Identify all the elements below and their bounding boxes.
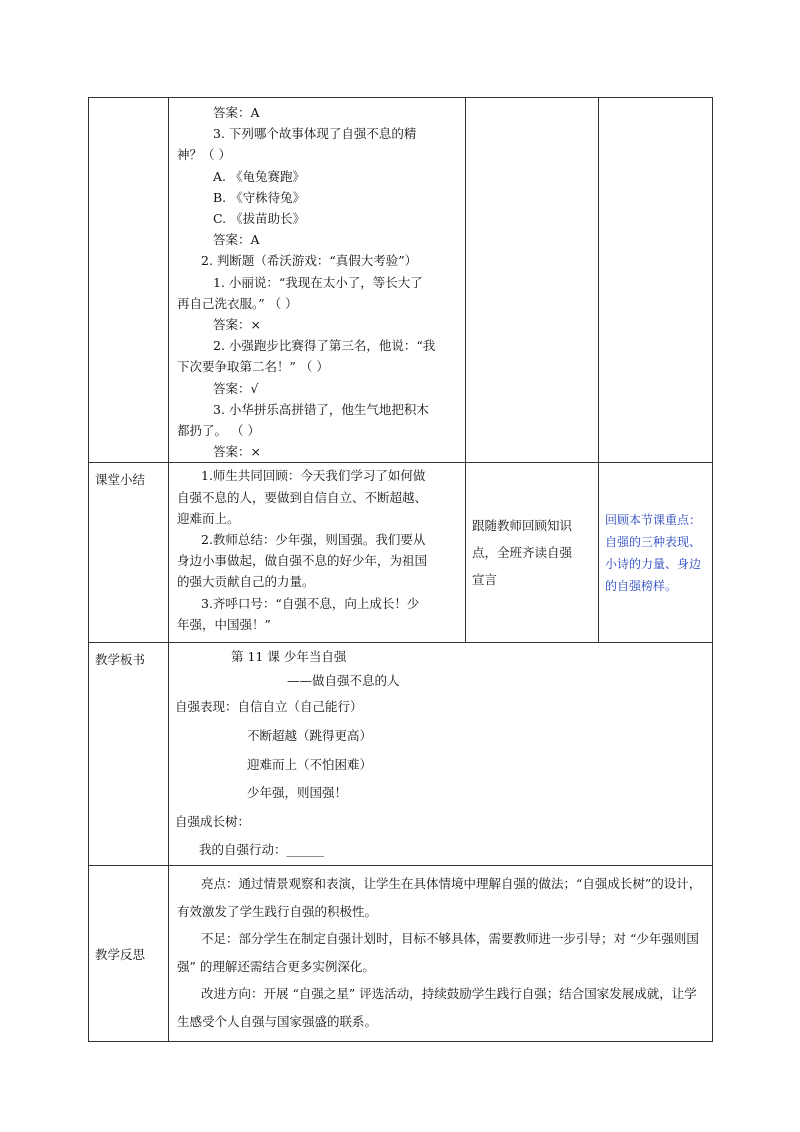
quiz-label-cell: [89, 98, 169, 463]
summary-line: 迎难而上。: [177, 510, 240, 526]
quiz-line: 3. 下列哪个故事体现了自强不息的精: [213, 126, 417, 142]
quiz-line: 答案：×: [213, 444, 261, 460]
quiz-student-cell: [466, 98, 599, 463]
quiz-line: 都扔了。 （ ）: [177, 423, 260, 439]
quiz-content-cell: [169, 98, 466, 463]
quiz-line: 1. 小丽说：“我现在太小了，等长大了: [213, 274, 423, 290]
quiz-line: A. 《龟兔赛跑》: [213, 168, 305, 184]
design-note-line: 自强的三种表现、: [605, 534, 702, 549]
design-note-line: 回顾本节课重点：: [605, 512, 702, 527]
quiz-line: 答案：×: [213, 317, 261, 333]
board-line: 自强表现：自信自立（自己能行）: [175, 699, 363, 715]
student-activity-line: 点，全班齐读自强: [472, 545, 573, 561]
board-label: 教学板书: [89, 643, 169, 866]
board-line: 迎难而上（不怕困难）: [247, 756, 373, 772]
reflection-paragraph: 改进方向：开展 “自强之星” 评选活动，持续鼓励学生践行自强；结合国家发展成就，让学生感受个人自强与国家强盛的联系。: [177, 986, 697, 1029]
summary-label: 课堂小结: [89, 463, 169, 643]
summary-line: 1.师生共同回顾：今天我们学习了如何做: [201, 468, 426, 484]
quiz-line: 神？（ ）: [177, 147, 231, 163]
quiz-line: 下次要争取第二名！” （ ）: [177, 359, 329, 375]
board-line: 不断超越（跳得更高）: [247, 728, 373, 744]
summary-student-cell: [466, 463, 599, 643]
reflection-label: 教学反思: [89, 866, 169, 1042]
quiz-line: B. 《守株待兔》: [213, 189, 306, 205]
board-title: 第 11 课 少年当自强: [231, 649, 347, 665]
board-subtitle: ——做自强不息的人: [287, 673, 400, 689]
summary-content-cell: [169, 463, 466, 643]
table-row-quiz: [89, 98, 713, 463]
reflection-paragraph: 不足：部分学生在制定自强计划时，目标不够具体，需要教师进一步引导；对 “少年强则国强” 的理解还需结合更多实例深化。: [177, 931, 699, 974]
lesson-plan-table: [88, 97, 713, 1042]
board-line: 自强成长树：: [175, 813, 251, 829]
reflection-content-cell: [169, 866, 713, 1042]
table-row-reflection: [89, 866, 713, 1042]
board-line: 少年强，则国强！: [247, 785, 348, 801]
table-row-summary: [89, 463, 713, 643]
quiz-line: 3. 小华拼乐高拼错了，他生气地把积木: [213, 401, 429, 417]
student-activity-line: 跟随教师回顾知识: [472, 518, 573, 534]
quiz-line: 再自己洗衣服。” （ ）: [177, 295, 298, 311]
quiz-line: C. 《拔苗助长》: [213, 211, 306, 227]
board-line: 我的自强行动：______: [199, 842, 325, 858]
quiz-line: 答案：√: [213, 380, 259, 396]
summary-line: 的强大贡献自己的力量。: [177, 574, 315, 590]
design-note-line: 小诗的力量、身边: [605, 556, 702, 571]
summary-line: 2.教师总结：少年强，则国强。我们要从: [201, 532, 426, 548]
quiz-line: 2. 小强跑步比赛得了第三名，他说：“我: [213, 338, 436, 354]
board-content-cell: [169, 643, 713, 866]
summary-line: 3.齐呼口号：“自强不息，向上成长！少: [201, 595, 420, 611]
table-row-board: [89, 643, 713, 866]
quiz-line: 答案：A: [213, 105, 260, 120]
lesson-plan-page: [88, 97, 712, 1042]
reflection-paragraph: 亮点：通过情景观察和表演，让学生在具体情境中理解自强的做法；“自强成长树”的设计，有效激发了学生践行自强的积极性。: [177, 876, 702, 919]
quiz-note-cell: [599, 98, 713, 463]
quiz-line: 2. 判断题（希沃游戏：“真假大考验”）: [201, 253, 418, 269]
student-activity-line: 宣言: [472, 572, 498, 588]
summary-line: 身边小事做起，做自强不息的好少年，为祖国: [177, 553, 428, 569]
summary-note-cell: [599, 463, 713, 643]
design-note-line: 的自强榜样。: [605, 578, 678, 593]
summary-line: 年强，中国强！”: [177, 616, 271, 632]
quiz-line: 答案：A: [213, 232, 260, 248]
summary-line: 自强不息的人，要做到自信自立、不断超越、: [177, 489, 428, 505]
